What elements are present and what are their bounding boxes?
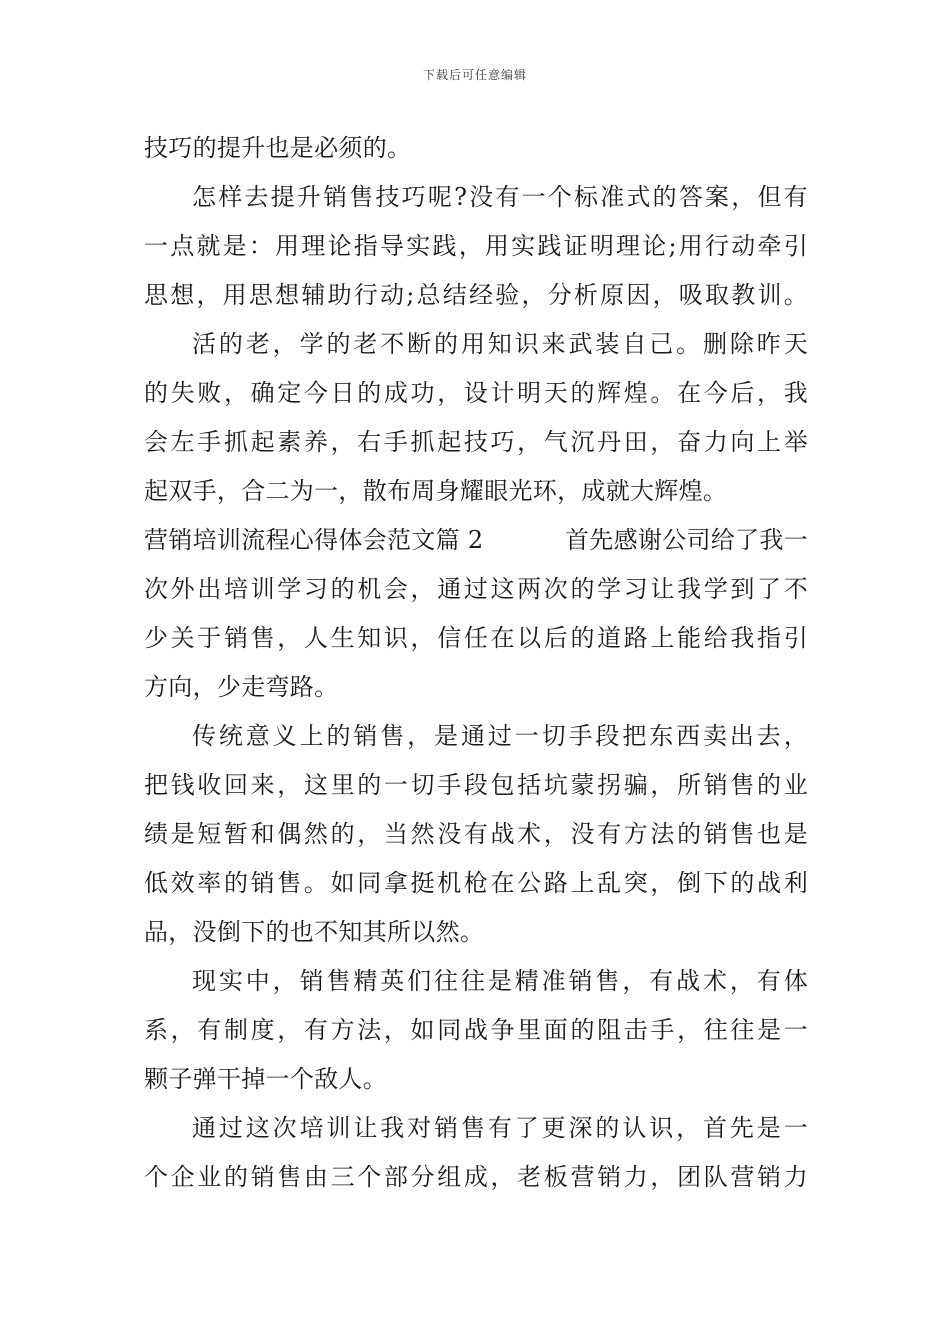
text-line: 技巧的提升也是必须的。 — [144, 134, 412, 162]
text-line: 的失败，确定今日的成功，设计明天的辉煌。在今后，我 — [144, 379, 808, 407]
text-line: 会左手抓起素养，右手抓起技巧，气沉丹田，奋力向上举 — [144, 428, 808, 456]
text-line: 系，有制度，有方法，如同战争里面的阻击手，往往是一 — [144, 1016, 808, 1044]
text-line: 把钱收回来，这里的一切手段包括坑蒙拐骗，所销售的业 — [144, 771, 808, 799]
text-line: 次外出培训学习的机会，通过这两次的学习让我学到了不 — [144, 575, 808, 603]
text-line: 方向，少走弯路。 — [144, 673, 339, 701]
text-line: 颗子弹干掉一个敌人。 — [144, 1065, 387, 1093]
text-line: 个企业的销售由三个部分组成，老板营销力，团队营销力 — [144, 1163, 808, 1191]
text-line: 首先感谢公司给了我一 — [565, 526, 808, 554]
text-line: 少关于销售，人生知识，信任在以后的道路上能给我指引 — [144, 624, 808, 652]
text-line: 品，没倒下的也不知其所以然。 — [144, 918, 485, 946]
text-line: 起双手，合二为一，散布周身耀眼光环，成就大辉煌。 — [144, 477, 728, 505]
text-line: 现实中，销售精英们往往是精准销售，有战术，有体 — [192, 967, 808, 995]
text-line: 怎样去提升销售技巧呢?没有一个标准式的答案，但有 — [192, 183, 808, 211]
text-line: 绩是短暂和偶然的，当然没有战术，没有方法的销售也是 — [144, 820, 808, 848]
page-header: 下载后可任意编辑 — [422, 68, 527, 82]
text-line: 传统意义上的销售，是通过一切手段把东西卖出去， — [192, 722, 808, 750]
text-line: 活的老，学的老不断的用知识来武装自己。删除昨天 — [192, 330, 808, 358]
section-heading-line — [144, 516, 808, 565]
text-line: 思想，用思想辅助行动;总结经验，分析原因，吸取教训。 — [144, 281, 808, 309]
document-body — [144, 124, 808, 1202]
text-line: 一点就是：用理论指导实践，用实践证明理论;用行动牵引 — [144, 232, 808, 260]
text-line: 通过这次培训让我对销售有了更深的认识，首先是一 — [192, 1114, 808, 1142]
section-heading: 营销培训流程心得体会范文篇 2 — [144, 526, 484, 554]
text-line: 低效率的销售。如同拿挺机枪在公路上乱突，倒下的战利 — [144, 869, 808, 897]
